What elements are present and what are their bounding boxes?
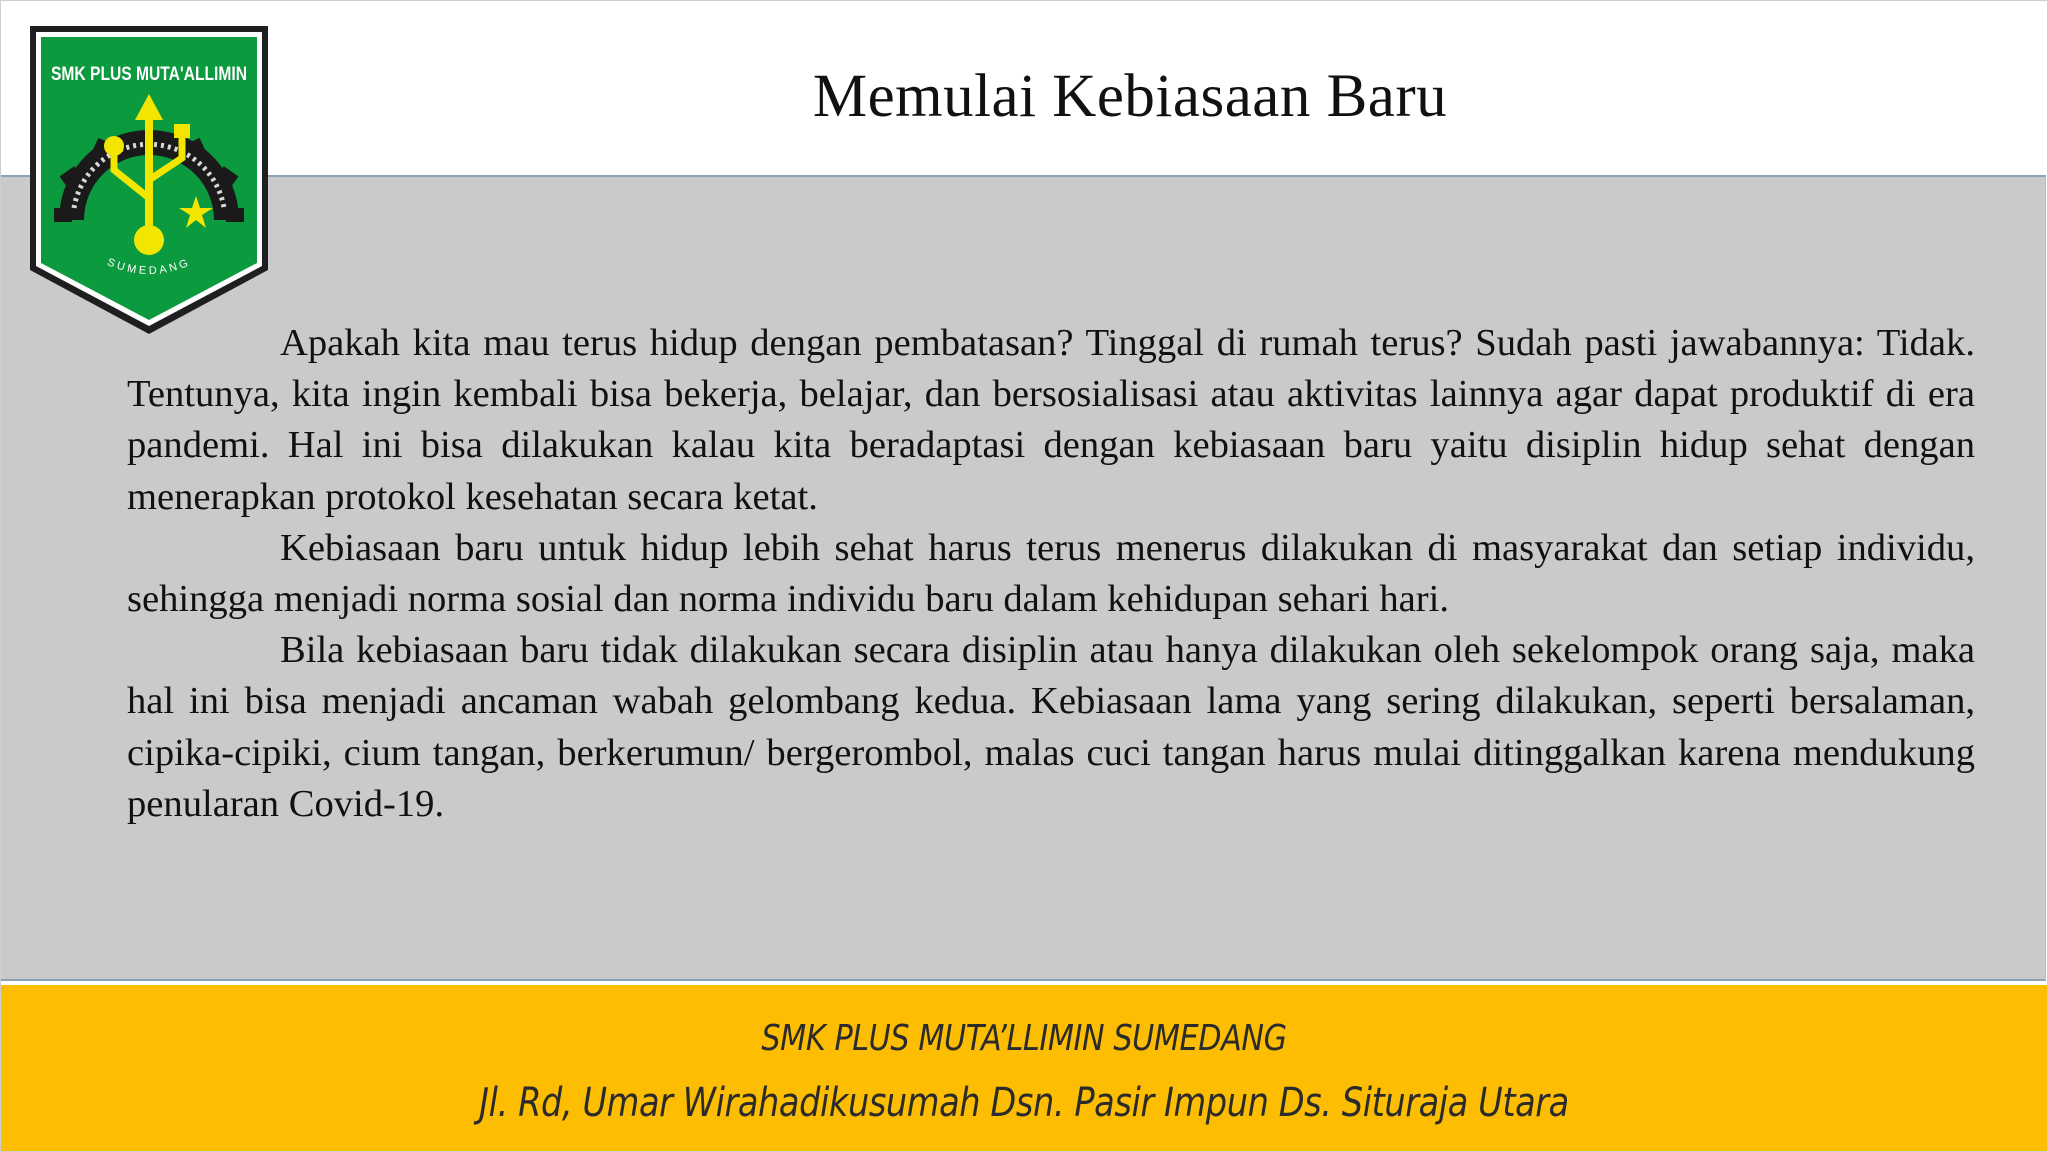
footer-bar [0, 985, 2048, 1152]
footer-school-name: SMK PLUS MUTA’LLIMIN SUMEDANG [761, 1018, 1287, 1059]
logo-top-text: SMK PLUS MUTA'ALLIMIN [51, 64, 247, 85]
logo-bottom-text: SUMEDANG [105, 256, 193, 278]
paragraph-2: Kebiasaan baru untuk hidup lebih sehat harus terus menerus dilakukan di masyarakat dan setiap individu, sehingga menjadi norma sosial dan norma individu baru dalam kehidupan sehari hari. [127, 526, 1975, 621]
slide-title: Memulai Kebiasaan Baru [812, 63, 1448, 130]
paragraph-3: Bila kebiasaan baru tidak dilakukan secara disiplin atau hanya dilakukan oleh sekelompok orang saja, maka hal ini bisa menjadi ancaman wabah gelombang kedua. Kebiasaan lama yang sering dilakukan, seperti bersalaman, cipika-cipiki, cium tangan, berkerumun/ bergerombol, malas cuci tangan harus mulai ditinggalkan karena mendukung penularan Covid-19. [127, 629, 1975, 825]
slide-body [127, 318, 1975, 830]
paragraph-1: Apakah kita mau terus hidup dengan pembatasan? Tinggal di rumah terus? Sudah pasti jawabannya: Tidak. Tentunya, kita ingin kembali bisa bekerja, belajar, dan bersosialisasi atau aktivitas lainnya agar dapat produktif di era pandemi. Hal ini bisa dilakukan kalau kita beradaptasi dengan kebiasaan baru yaitu disiplin hidup sehat dengan menerapkan protokol kesehatan secara ketat. [127, 322, 1975, 518]
footer-address: Jl. Rd, Umar Wirahadikusumah Dsn. Pasir Impun Ds. Situraja Utara [479, 1080, 1569, 1126]
school-logo [24, 20, 274, 338]
